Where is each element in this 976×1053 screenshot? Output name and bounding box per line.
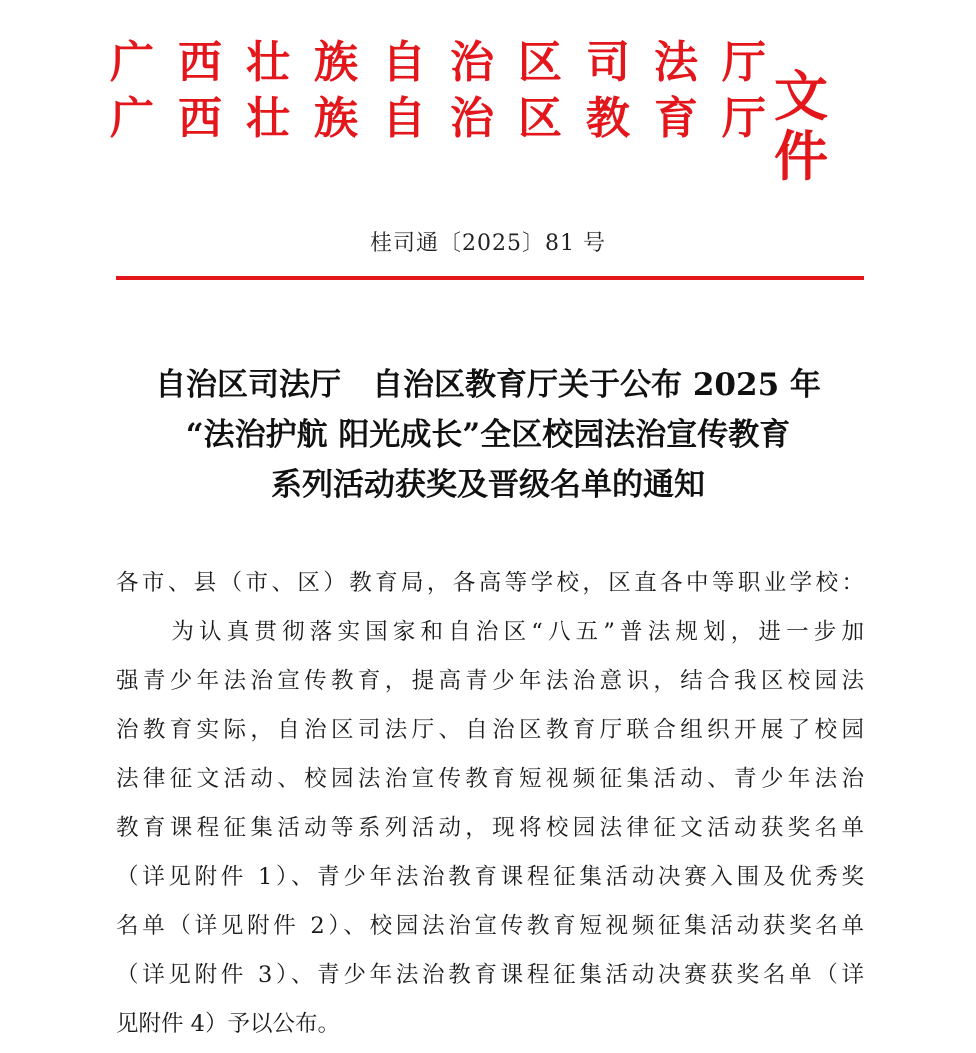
document-word: 文件: [774, 64, 830, 188]
body-line: 见附件 4）予以公布。: [116, 1011, 340, 1037]
red-masthead: [108, 37, 868, 188]
masthead-char: 西: [178, 37, 222, 88]
masthead-char: 厅: [722, 93, 766, 144]
issuer-education-department: [108, 94, 768, 144]
red-divider-line: [116, 276, 864, 280]
masthead-char: 西: [178, 93, 222, 144]
addressee-line: 各市、县（市、区）教育局，各高等学校，区直各中等职业学校：: [116, 570, 864, 596]
issuer-justice-department: [108, 38, 768, 88]
document-number: 桂司通〔2025〕81 号: [370, 231, 606, 256]
body-line: 为认真贯彻落实国家和自治区“八五”普法规划，进一步加: [116, 619, 864, 645]
masthead-char: 壮: [246, 37, 290, 88]
masthead-char: 治: [450, 93, 494, 144]
body-line: 名单（详见附件 2）、校园法治宣传教育短视频征集活动获奖名单: [116, 913, 864, 939]
notice-body: [116, 563, 864, 1053]
body-line: （详见附件 1）、青少年法治教育课程征集活动决赛入围及优秀奖: [116, 864, 864, 890]
masthead-char: 区: [518, 93, 562, 144]
masthead-char: 厅: [722, 37, 766, 88]
masthead-char: 区: [518, 37, 562, 88]
masthead-char: 法: [654, 37, 698, 88]
title-line: 系列活动获奖及晋级名单的通知: [271, 467, 705, 503]
masthead-char: 广: [110, 93, 154, 144]
title-line: 自治区司法厅 自治区教育厅关于公布 2025 年: [155, 367, 821, 403]
body-line: 法律征文活动、校园法治宣传教育短视频征集活动、青少年法治: [116, 766, 864, 792]
masthead-char: 自: [382, 37, 426, 88]
masthead-char: 育: [654, 93, 698, 144]
masthead-char: 治: [450, 37, 494, 88]
body-line: （详见附件 3）、青少年法治教育课程征集活动决赛获奖名单（详: [116, 962, 864, 988]
masthead-char: 自: [382, 93, 426, 144]
masthead-char: 教: [586, 93, 630, 144]
masthead-char: 族: [314, 93, 358, 144]
masthead-char: 广: [110, 37, 154, 88]
notice-title: [100, 360, 876, 510]
masthead-char: 族: [314, 37, 358, 88]
body-line: 治教育实际，自治区司法厅、自治区教育厅联合组织开展了校园: [116, 717, 864, 743]
masthead-char: 司: [586, 37, 630, 88]
masthead-char: 壮: [246, 93, 290, 144]
title-line: “法治护航 阳光成长”全区校园法治宣传教育: [185, 417, 791, 453]
body-line: 教育课程征集活动等系列活动，现将校园法律征文活动获奖名单: [116, 815, 864, 841]
body-line: 强青少年法治宣传教育，提高青少年法治意识，结合我区校园法: [116, 668, 864, 694]
